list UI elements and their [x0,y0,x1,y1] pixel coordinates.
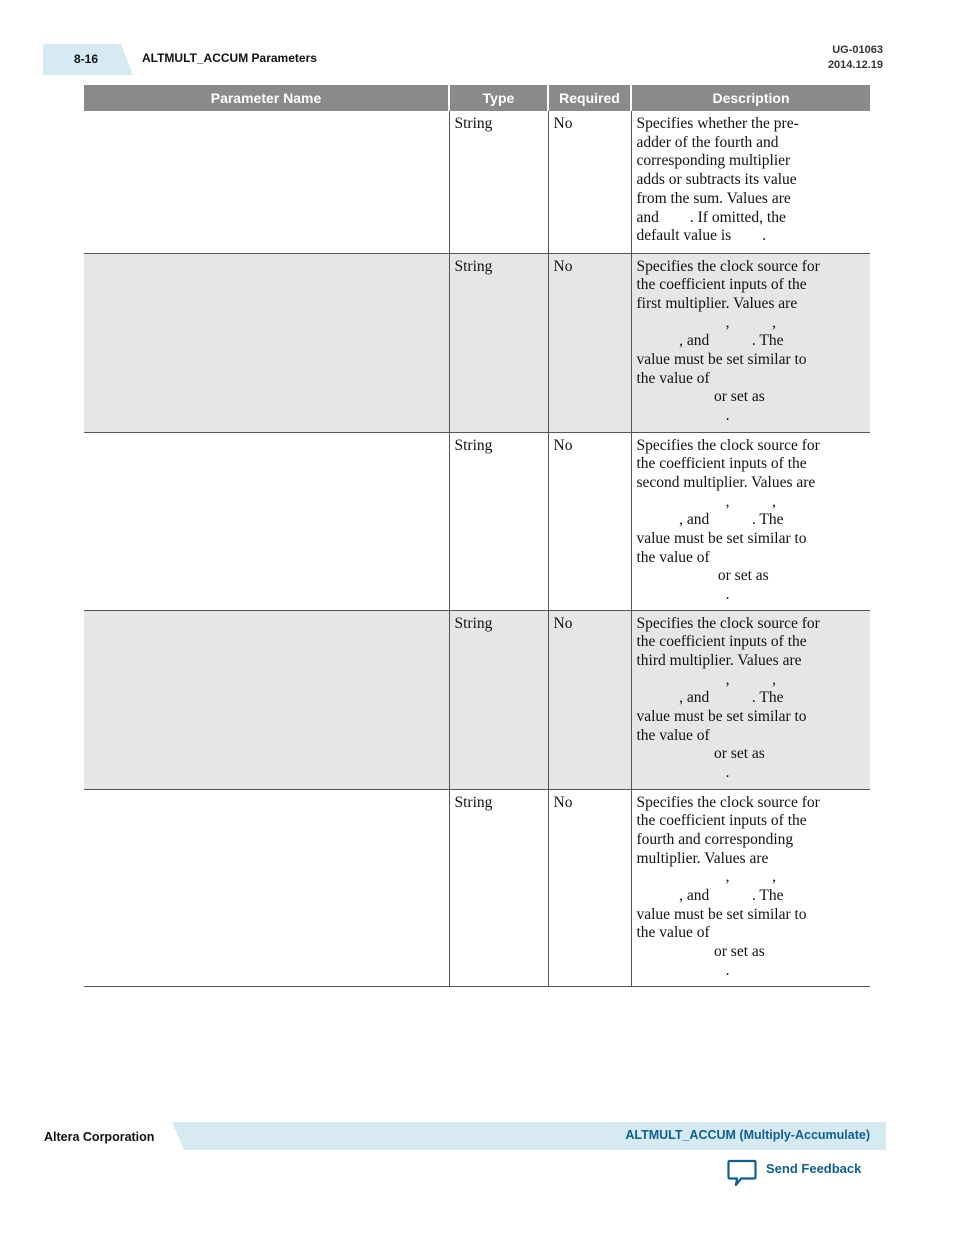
description-cell [631,111,870,253]
description-line: Specifies the clock source for [636,436,820,454]
required-cell: No [548,432,631,610]
description-line: multiplier. Values are [636,849,769,867]
description-line: the value of [636,548,710,566]
description-line: first multiplier. Values are [636,294,798,312]
description-line: , , [636,492,776,510]
description-line: or set as [636,943,765,961]
description-line: . [636,407,730,425]
required-cell: No [548,610,631,789]
page-number: 8-16 [74,52,99,66]
description-line: adds or subtracts its value [636,171,797,189]
description-line: or set as [636,567,769,585]
table-row [84,432,870,610]
parameter-name-cell [84,253,449,432]
column-header-type: Type [449,85,548,111]
document-id-block [828,43,883,73]
description-line: second multiplier. Values are [636,473,816,491]
description-cell [631,789,870,986]
required-cell: No [548,111,631,253]
description-line: value must be set similar to [636,530,807,548]
parameter-name-cell [84,610,449,789]
parameters-table [84,85,870,987]
description-line: , and . The [636,511,784,529]
description-line: , and . The [636,887,784,905]
description-line: value must be set similar to [636,905,807,923]
company-name: Altera Corporation [44,1130,155,1144]
type-cell: String [449,610,548,789]
parameter-name-cell [84,111,449,253]
description-line: Specifies the clock source for [636,793,820,811]
description-line: Specifies the clock source for [636,257,820,275]
description-line: . [636,764,730,782]
description-line: the coefficient inputs of the [636,812,807,830]
section-title: ALTMULT_ACCUM Parameters [142,51,317,65]
description-line: default value is . [636,227,767,245]
description-line: third multiplier. Values are [636,651,802,669]
description-line: fourth and corresponding [636,830,794,848]
document-id: UG-01063 [832,44,883,56]
description-line: the coefficient inputs of the [636,633,807,651]
description-line: or set as [636,388,765,406]
description-line: the coefficient inputs of the [636,276,807,294]
description-cell [631,610,870,789]
description-line: . [636,961,730,979]
description-line: . [636,586,730,604]
description-line: Specifies the clock source for [636,614,820,632]
type-cell: String [449,789,548,986]
description-line: , , [636,868,776,886]
description-line: corresponding multiplier [636,152,791,170]
table-header-row [84,85,870,111]
description-cell [631,432,870,610]
description-line: or set as [636,745,765,763]
send-feedback-label[interactable]: Send Feedback [766,1161,862,1176]
table-row [84,610,870,789]
description-line: adder of the fourth and [636,133,779,151]
description-cell [631,253,870,432]
description-line: the value of [636,369,710,387]
description-line: and . If omitted, the [636,208,786,226]
description-line: the coefficient inputs of the [636,455,807,473]
description-line: , , [636,670,776,688]
description-line: , , [636,313,776,331]
description-line: from the sum. Values are [636,189,791,207]
description-line: value must be set similar to [636,708,807,726]
description-line: the value of [636,726,710,744]
chapter-title-link[interactable]: ALTMULT_ACCUM (Multiply-Accumulate) [625,1128,870,1142]
description-line: value must be set similar to [636,351,807,369]
description-line: Specifies whether the pre- [636,115,799,132]
table-row [84,789,870,986]
required-cell: No [548,253,631,432]
required-cell: No [548,789,631,986]
type-cell: String [449,253,548,432]
description-line: , and . The [636,689,784,707]
description-line: the value of [636,924,710,942]
send-feedback-link[interactable] [727,1158,861,1188]
speech-bubble-icon [727,1158,757,1188]
table-row [84,111,870,253]
column-header-description: Description [631,85,870,111]
column-header-required: Required [548,85,631,111]
type-cell: String [449,111,548,253]
description-line: , and . The [636,332,784,350]
type-cell: String [449,432,548,610]
parameter-name-cell [84,789,449,986]
parameter-name-cell [84,432,449,610]
column-header-parameter-name: Parameter Name [84,85,449,111]
document-date: 2014.12.19 [827,59,883,71]
table-row [84,253,870,432]
